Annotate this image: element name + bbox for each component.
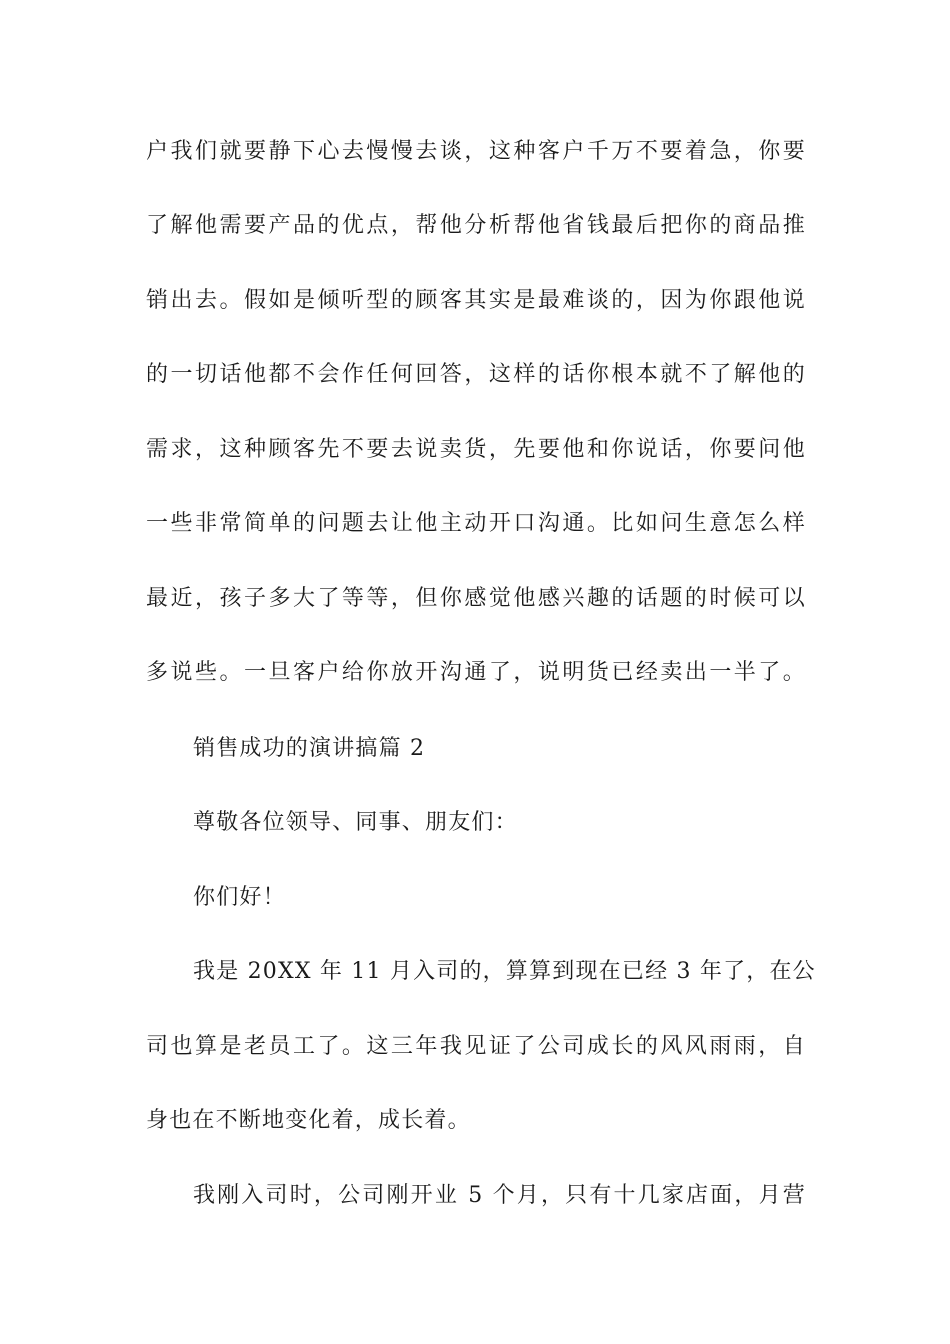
paragraph-line: 司也算是老员工了。这三年我见证了公司成长的风风雨雨，自 <box>146 1034 806 1059</box>
paragraph-line: 身也在不断地变化着，成长着。 <box>146 1108 471 1133</box>
paragraph-line: 我是 20XX 年 11 月入司的，算算到现在已经 3 年了，在公 <box>193 959 816 984</box>
paragraph-line: 的一切话他都不会作任何回答，这样的话你根本就不了解他的 <box>146 362 806 387</box>
paragraph-line: 多说些。一旦客户给你放开沟通了，说明货已经卖出一半了。 <box>146 660 806 685</box>
paragraph-line: 我刚入司时，公司刚开业 5 个月，只有十几家店面，月营 <box>193 1183 806 1208</box>
section-heading: 销售成功的演讲搞篇 2 <box>193 736 426 761</box>
paragraph-line: 最近，孩子多大了等等，但你感觉他感兴趣的话题的时候可以 <box>146 586 806 611</box>
paragraph-line: 需求，这种顾客先不要去说卖货，先要他和你说话，你要问他 <box>146 437 806 462</box>
paragraph-line: 一些非常简单的问题去让他主动开口沟通。比如问生意怎么样 <box>146 511 806 536</box>
paragraph-line: 销出去。假如是倾听型的顾客其实是最难谈的，因为你跟他说 <box>146 288 806 313</box>
greeting: 你们好！ <box>193 885 286 910</box>
salutation: 尊敬各位领导、同事、朋友们： <box>193 810 518 835</box>
paragraph-line: 了解他需要产品的优点，帮他分析帮他省钱最后把你的商品推 <box>146 213 806 238</box>
paragraph-line: 户我们就要静下心去慢慢去谈，这种客户千万不要着急，你要 <box>146 139 806 164</box>
